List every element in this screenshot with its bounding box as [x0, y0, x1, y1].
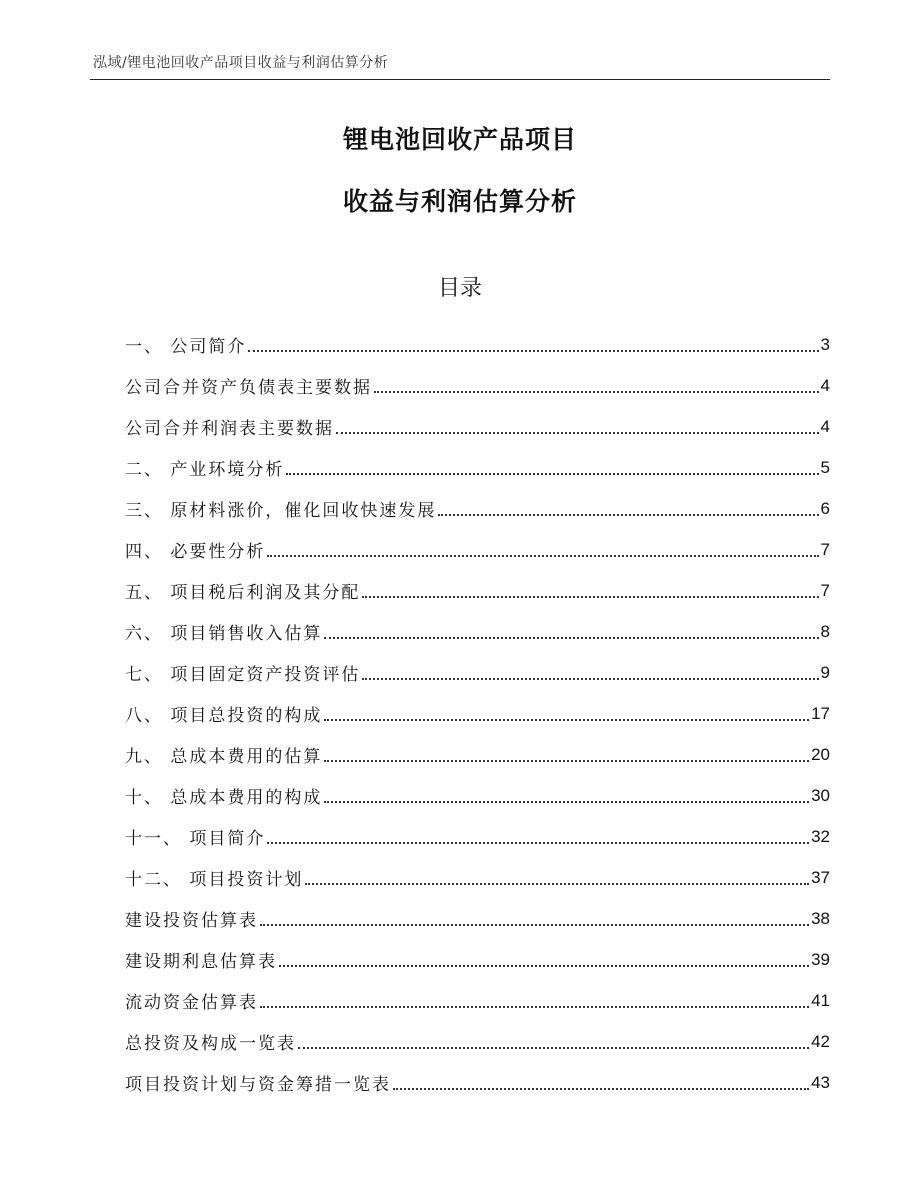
- toc-heading: 目录: [437, 276, 482, 301]
- toc-entry-label: 公司合并利润表主要数据: [125, 419, 334, 439]
- toc-entry-label: 公司合并资产负债表主要数据: [125, 378, 372, 398]
- toc-entry-label: 建设期利息估算表: [125, 952, 277, 972]
- toc-entry[interactable]: [125, 611, 830, 652]
- toc-entry-label: 十一、 项目简介: [125, 829, 266, 849]
- toc-entry-label: 四、 必要性分析: [125, 542, 266, 562]
- toc-entry-page: 38: [811, 908, 830, 928]
- toc-entry-label: 十、 总成本费用的构成: [125, 788, 323, 808]
- toc-entry[interactable]: [125, 775, 830, 816]
- toc-entry[interactable]: [125, 324, 830, 365]
- toc-entry-page: 5: [820, 457, 830, 477]
- toc-entry-page: 30: [811, 785, 830, 805]
- toc-entry-label: 总投资及构成一览表: [125, 1034, 296, 1054]
- toc-entry-page: 4: [820, 416, 830, 436]
- toc-entry-page: 9: [820, 662, 830, 682]
- toc-entry-page: 32: [811, 826, 830, 846]
- toc-entry[interactable]: [125, 939, 830, 980]
- header-divider: [90, 79, 830, 80]
- toc-leader-dots: [248, 349, 818, 352]
- toc-entry[interactable]: [125, 652, 830, 693]
- table-of-contents: [125, 324, 830, 1103]
- toc-entry-label: 七、 项目固定资产投资评估: [125, 665, 361, 685]
- toc-entry-page: 8: [820, 621, 830, 641]
- toc-entry-label: 项目投资计划与资金筹措一览表: [125, 1075, 391, 1095]
- toc-leader-dots: [305, 882, 809, 885]
- toc-leader-dots: [362, 595, 818, 598]
- document-title-line-1: 锂电池回收产品项目: [342, 125, 577, 154]
- toc-entry-label: 建设投资估算表: [125, 911, 258, 931]
- toc-entry-page: 7: [820, 580, 830, 600]
- toc-entry-page: 43: [811, 1072, 830, 1092]
- document-title-line-2: 收益与利润估算分析: [342, 187, 577, 216]
- toc-leader-dots: [286, 472, 818, 475]
- toc-entry-page: 41: [811, 990, 830, 1010]
- toc-leader-dots: [393, 1087, 809, 1090]
- toc-leader-dots: [324, 718, 809, 721]
- toc-entry-label: 流动资金估算表: [125, 993, 258, 1013]
- toc-leader-dots: [260, 923, 809, 926]
- toc-leader-dots: [336, 431, 819, 434]
- toc-leader-dots: [324, 636, 818, 639]
- toc-entry-label: 六、 项目销售收入估算: [125, 624, 323, 644]
- toc-entry-page: 4: [820, 375, 830, 395]
- toc-entry[interactable]: [125, 1021, 830, 1062]
- toc-entry-label: 五、 项目税后利润及其分配: [125, 583, 361, 603]
- toc-leader-dots: [267, 554, 818, 557]
- toc-entry-label: 九、 总成本费用的估算: [125, 747, 323, 767]
- toc-entry-label: 二、 产业环境分析: [125, 460, 285, 480]
- toc-entry[interactable]: [125, 898, 830, 939]
- toc-entry-page: 17: [811, 703, 830, 723]
- toc-leader-dots: [324, 759, 809, 762]
- toc-entry-page: 39: [811, 949, 830, 969]
- toc-entry[interactable]: [125, 734, 830, 775]
- toc-leader-dots: [260, 1005, 809, 1008]
- toc-entry-page: 42: [811, 1031, 830, 1051]
- toc-entry[interactable]: [125, 406, 830, 447]
- toc-leader-dots: [438, 513, 818, 516]
- toc-entry[interactable]: [125, 447, 830, 488]
- toc-leader-dots: [279, 964, 809, 967]
- toc-entry-page: 3: [820, 334, 830, 354]
- toc-entry[interactable]: [125, 857, 830, 898]
- toc-leader-dots: [362, 677, 818, 680]
- toc-entry-label: 一、 公司简介: [125, 337, 247, 357]
- toc-entry-page: 37: [811, 867, 830, 887]
- toc-leader-dots: [324, 800, 809, 803]
- toc-entry[interactable]: [125, 693, 830, 734]
- toc-entry[interactable]: [125, 365, 830, 406]
- toc-entry-label: 八、 项目总投资的构成: [125, 706, 323, 726]
- toc-leader-dots: [298, 1046, 809, 1049]
- toc-entry[interactable]: [125, 816, 830, 857]
- toc-entry-label: 十二、 项目投资计划: [125, 870, 304, 890]
- toc-entry-page: 20: [811, 744, 830, 764]
- toc-entry[interactable]: [125, 570, 830, 611]
- toc-leader-dots: [374, 390, 819, 393]
- toc-entry[interactable]: [125, 980, 830, 1021]
- toc-entry-page: 6: [820, 498, 830, 518]
- toc-entry[interactable]: [125, 529, 830, 570]
- running-header: 泓域/锂电池回收产品项目收益与利润估算分析: [93, 55, 389, 71]
- toc-entry[interactable]: [125, 488, 830, 529]
- toc-leader-dots: [267, 841, 809, 844]
- toc-entry[interactable]: [125, 1062, 830, 1103]
- toc-entry-label: 三、 原材料涨价，催化回收快速发展: [125, 501, 437, 521]
- toc-entry-page: 7: [820, 539, 830, 559]
